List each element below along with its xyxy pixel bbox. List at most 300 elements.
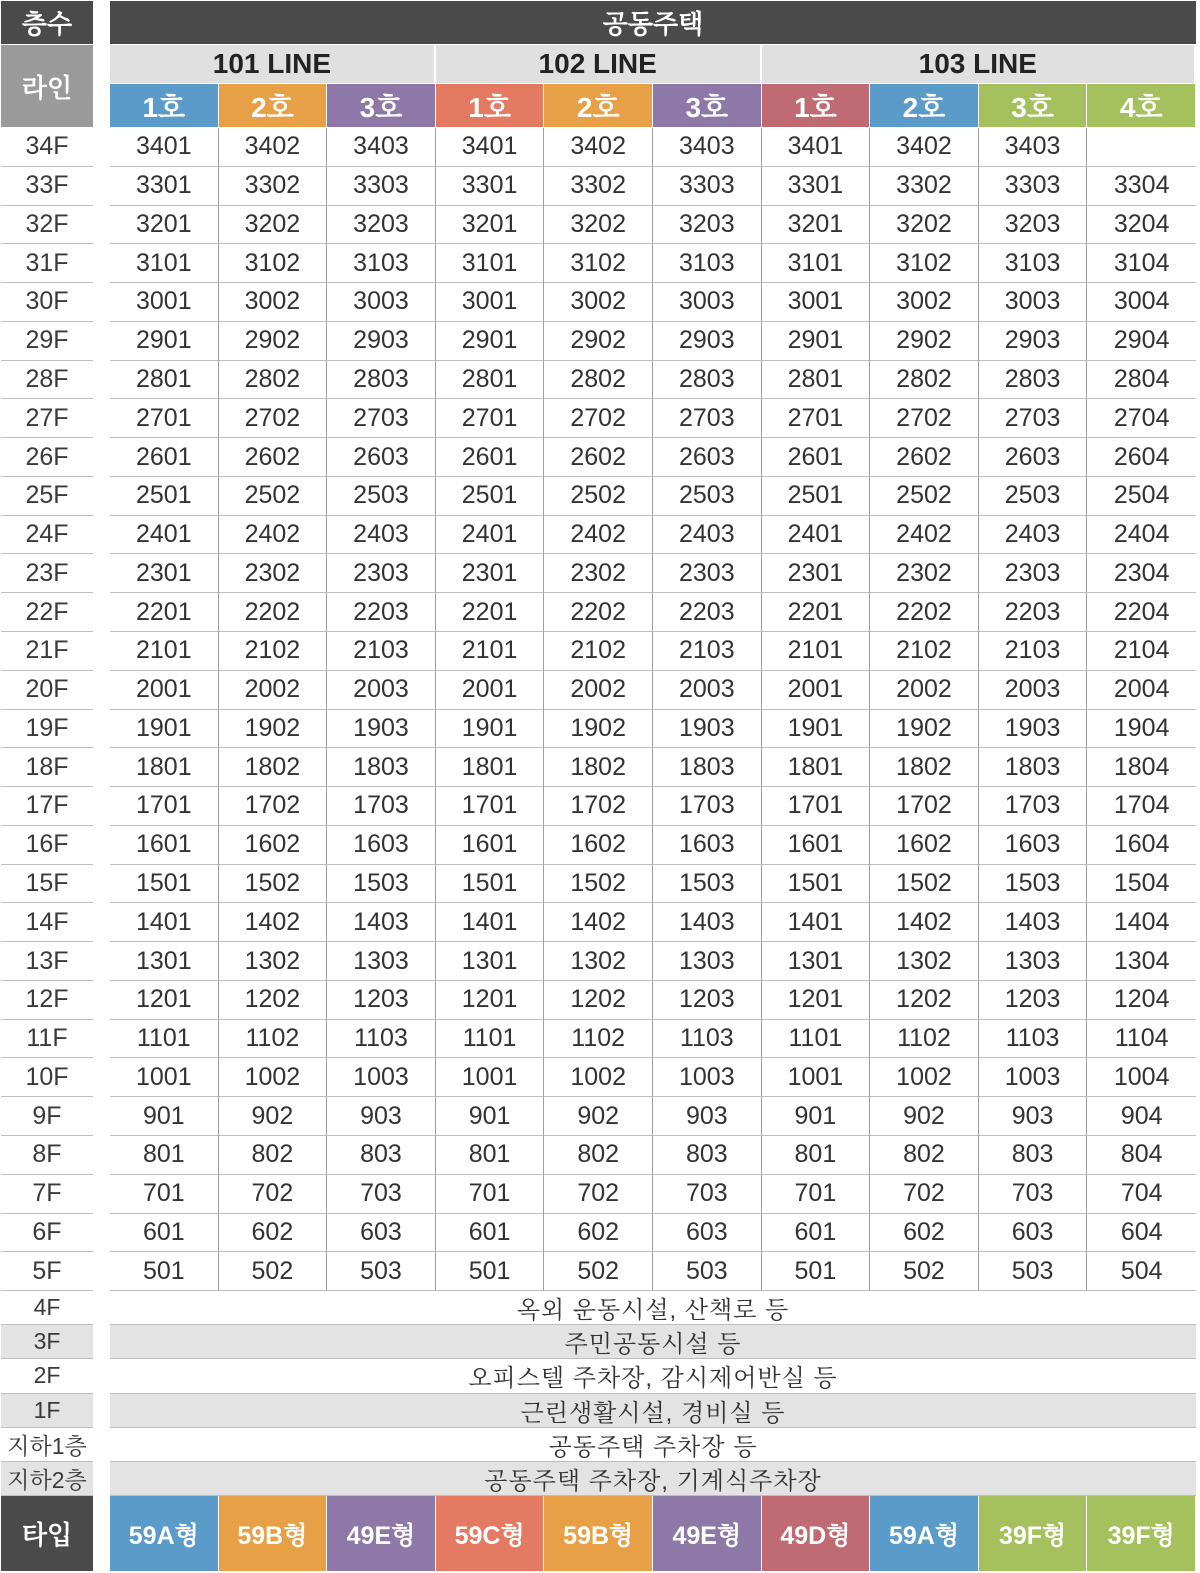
unit-number: 3304 [1087, 167, 1196, 206]
unit-number: 801 [436, 1136, 545, 1175]
unit-number: 1403 [979, 903, 1088, 942]
unit-number: 2203 [979, 593, 1088, 632]
unit-number: 1504 [1087, 865, 1196, 904]
unit-number: 1904 [1087, 710, 1196, 749]
unit-number: 3002 [544, 283, 653, 322]
unit-header: 4호 [1087, 84, 1195, 127]
floor-label: 30F [1, 283, 93, 322]
unit-number: 1701 [436, 787, 545, 826]
type-badge: 39F형 [1087, 1496, 1196, 1571]
unit-number: 1501 [762, 865, 871, 904]
unit-number: 3303 [979, 167, 1088, 206]
type-badge: 59B형 [544, 1496, 653, 1571]
unit-number: 2802 [544, 361, 653, 400]
unit-number: 1501 [110, 865, 219, 904]
unit-number: 2402 [544, 516, 653, 555]
unit-number: 2803 [979, 361, 1088, 400]
lower-floor-label: 4F [1, 1291, 93, 1325]
unit-number: 1702 [870, 787, 979, 826]
unit-number: 2603 [979, 438, 1088, 477]
unit-number: 1503 [979, 865, 1088, 904]
unit-number: 1302 [870, 942, 979, 981]
unit-number: 1003 [653, 1058, 762, 1097]
lower-floor-description: 옥외 운동시설, 산책로 등 [110, 1291, 1196, 1325]
lower-floor-description: 공동주택 주차장 등 [110, 1428, 1196, 1462]
unit-number: 2503 [653, 477, 762, 516]
unit-number: 3202 [544, 206, 653, 245]
unit-number: 602 [870, 1214, 979, 1253]
unit-number: 1402 [870, 903, 979, 942]
floor-label: 29F [1, 322, 93, 361]
lower-floor-description: 근린생활시설, 경비실 등 [110, 1394, 1196, 1428]
unit-number: 1503 [327, 865, 436, 904]
floor-label: 25F [1, 477, 93, 516]
unit-number: 2203 [653, 593, 762, 632]
unit-number: 3301 [110, 167, 219, 206]
unit-number: 2102 [870, 632, 979, 671]
unit-number: 2203 [327, 593, 436, 632]
unit-number: 502 [870, 1252, 979, 1291]
unit-number: 1503 [653, 865, 762, 904]
unit-number: 2301 [110, 554, 219, 593]
unit-number: 2801 [762, 361, 871, 400]
unit-number: 2601 [110, 438, 219, 477]
unit-number: 2401 [436, 516, 545, 555]
unit-number: 2603 [327, 438, 436, 477]
unit-number: 1202 [870, 981, 979, 1020]
unit-number: 2201 [762, 593, 871, 632]
unit-number: 2202 [870, 593, 979, 632]
unit-header: 3호 [653, 84, 761, 127]
unit-number: 504 [1087, 1252, 1196, 1291]
unit-number: 1802 [870, 748, 979, 787]
unit-number: 2401 [762, 516, 871, 555]
unit-number: 3403 [327, 128, 436, 167]
unit-number: 3303 [327, 167, 436, 206]
unit-number: 1903 [327, 710, 436, 749]
unit-number: 1704 [1087, 787, 1196, 826]
unit-number: 1802 [544, 748, 653, 787]
type-badge: 49D형 [762, 1496, 871, 1571]
unit-number: 1902 [219, 710, 328, 749]
unit-number: 2802 [870, 361, 979, 400]
unit-number: 2101 [110, 632, 219, 671]
unit-number: 703 [979, 1175, 1088, 1214]
unit-number: 2701 [110, 399, 219, 438]
unit-number: 2801 [110, 361, 219, 400]
lower-floor-description: 오피스텔 주차장, 감시제어반실 등 [110, 1359, 1196, 1393]
type-row-label: 타입 [1, 1496, 93, 1571]
unit-number: 2902 [219, 322, 328, 361]
unit-number: 1602 [544, 826, 653, 865]
unit-number: 902 [544, 1097, 653, 1136]
unit-number: 2402 [219, 516, 328, 555]
lower-floor-label: 2F [1, 1359, 93, 1393]
unit-number: 2401 [110, 516, 219, 555]
type-badge: 59C형 [436, 1496, 545, 1571]
unit-number: 2504 [1087, 477, 1196, 516]
unit-number: 2103 [979, 632, 1088, 671]
unit-number: 2303 [979, 554, 1088, 593]
unit-number: 2802 [219, 361, 328, 400]
floor-label: 7F [1, 1175, 93, 1214]
unit-number: 1204 [1087, 981, 1196, 1020]
unit-number: 2901 [762, 322, 871, 361]
unit-number: 1104 [1087, 1020, 1196, 1059]
floor-label: 20F [1, 671, 93, 710]
unit-number: 1603 [979, 826, 1088, 865]
unit-number: 903 [327, 1097, 436, 1136]
unit-header: 1호 [436, 84, 544, 127]
unit-number: 3001 [110, 283, 219, 322]
unit-number: 1203 [979, 981, 1088, 1020]
unit-number: 2001 [436, 671, 545, 710]
unit-number: 1403 [327, 903, 436, 942]
unit-number: 3102 [544, 244, 653, 283]
unit-number: 2001 [762, 671, 871, 710]
unit-number: 1702 [544, 787, 653, 826]
unit-number: 1401 [110, 903, 219, 942]
unit-number: 2703 [653, 399, 762, 438]
unit-number: 1403 [653, 903, 762, 942]
unit-number: 1102 [219, 1020, 328, 1059]
unit-header: 2호 [544, 84, 652, 127]
unit-number: 1202 [544, 981, 653, 1020]
unit-number: 802 [544, 1136, 653, 1175]
unit-number: 3402 [219, 128, 328, 167]
unit-number: 1103 [653, 1020, 762, 1059]
unit-number: 2302 [219, 554, 328, 593]
unit-number: 2903 [979, 322, 1088, 361]
floor-label: 33F [1, 167, 93, 206]
unit-number: 602 [219, 1214, 328, 1253]
floor-label: 31F [1, 244, 93, 283]
unit-number: 1002 [544, 1058, 653, 1097]
unit-number: 3201 [762, 206, 871, 245]
floor-column-header: 층수 [1, 1, 93, 44]
unit-number: 3201 [436, 206, 545, 245]
unit-number: 1202 [219, 981, 328, 1020]
unit-number: 2704 [1087, 399, 1196, 438]
unit-number: 2302 [544, 554, 653, 593]
unit-number: 2603 [653, 438, 762, 477]
unit-number: 501 [762, 1252, 871, 1291]
unit-number: 3102 [219, 244, 328, 283]
unit-number: 2602 [870, 438, 979, 477]
unit-number: 2201 [436, 593, 545, 632]
unit-number: 901 [436, 1097, 545, 1136]
unit-number: 2701 [436, 399, 545, 438]
unit-number: 2902 [544, 322, 653, 361]
unit-number: 2601 [762, 438, 871, 477]
unit-number [1087, 128, 1196, 167]
unit-number: 502 [219, 1252, 328, 1291]
unit-number: 1303 [327, 942, 436, 981]
unit-number: 901 [110, 1097, 219, 1136]
floor-label: 10F [1, 1058, 93, 1097]
unit-number: 1101 [762, 1020, 871, 1059]
unit-number: 1102 [870, 1020, 979, 1059]
unit-number: 901 [762, 1097, 871, 1136]
unit-number: 3403 [653, 128, 762, 167]
unit-number: 1901 [762, 710, 871, 749]
lower-floor-description: 공동주택 주차장, 기계식주차장 [110, 1462, 1196, 1496]
unit-number: 3403 [979, 128, 1088, 167]
unit-number: 3103 [327, 244, 436, 283]
unit-number: 701 [762, 1175, 871, 1214]
unit-number: 1402 [219, 903, 328, 942]
unit-number: 3301 [762, 167, 871, 206]
unit-number: 1301 [436, 942, 545, 981]
floor-label: 11F [1, 1020, 93, 1059]
unit-header: 1호 [762, 84, 870, 127]
floor-label: 17F [1, 787, 93, 826]
floor-label: 14F [1, 903, 93, 942]
lower-floor-label: 지하1층 [1, 1428, 93, 1462]
unit-number: 702 [870, 1175, 979, 1214]
unit-number: 601 [762, 1214, 871, 1253]
unit-number: 703 [327, 1175, 436, 1214]
unit-number: 501 [110, 1252, 219, 1291]
unit-number: 1701 [110, 787, 219, 826]
unit-number: 2403 [979, 516, 1088, 555]
unit-number: 904 [1087, 1097, 1196, 1136]
unit-number: 701 [110, 1175, 219, 1214]
unit-number: 2602 [219, 438, 328, 477]
unit-number: 1404 [1087, 903, 1196, 942]
unit-number: 1001 [110, 1058, 219, 1097]
unit-number: 1304 [1087, 942, 1196, 981]
unit-number: 503 [979, 1252, 1088, 1291]
lower-floor-label: 지하2층 [1, 1462, 93, 1496]
unit-number: 702 [219, 1175, 328, 1214]
unit-number: 1401 [436, 903, 545, 942]
unit-number: 701 [436, 1175, 545, 1214]
unit-number: 2001 [110, 671, 219, 710]
floor-label: 23F [1, 554, 93, 593]
unit-number: 3203 [653, 206, 762, 245]
lower-floor-label: 3F [1, 1325, 93, 1359]
unit-number: 2501 [762, 477, 871, 516]
unit-number: 1903 [653, 710, 762, 749]
unit-number: 903 [979, 1097, 1088, 1136]
floor-label: 22F [1, 593, 93, 632]
unit-number: 2601 [436, 438, 545, 477]
unit-number: 3402 [870, 128, 979, 167]
unit-number: 2803 [327, 361, 436, 400]
unit-number: 2101 [436, 632, 545, 671]
unit-number: 3202 [870, 206, 979, 245]
unit-number: 2204 [1087, 593, 1196, 632]
unit-number: 1203 [327, 981, 436, 1020]
unit-number: 1003 [979, 1058, 1088, 1097]
unit-number: 3401 [762, 128, 871, 167]
unit-number: 1602 [870, 826, 979, 865]
unit-number: 1201 [110, 981, 219, 1020]
unit-number: 1804 [1087, 748, 1196, 787]
unit-number: 2604 [1087, 438, 1196, 477]
unit-number: 1502 [219, 865, 328, 904]
unit-number: 2503 [327, 477, 436, 516]
unit-number: 3203 [979, 206, 1088, 245]
unit-number: 2803 [653, 361, 762, 400]
unit-number: 902 [870, 1097, 979, 1136]
unit-number: 804 [1087, 1136, 1196, 1175]
unit-number: 1501 [436, 865, 545, 904]
unit-number: 3204 [1087, 206, 1196, 245]
unit-number: 2902 [870, 322, 979, 361]
floor-label: 13F [1, 942, 93, 981]
unit-number: 1803 [979, 748, 1088, 787]
floor-label: 24F [1, 516, 93, 555]
unit-number: 3003 [327, 283, 436, 322]
unit-number: 1401 [762, 903, 871, 942]
unit-number: 1603 [653, 826, 762, 865]
unit-number: 2301 [762, 554, 871, 593]
floor-label: 16F [1, 826, 93, 865]
unit-number: 3402 [544, 128, 653, 167]
unit-number: 2302 [870, 554, 979, 593]
unit-number: 2502 [870, 477, 979, 516]
unit-number: 2901 [436, 322, 545, 361]
unit-number: 2102 [544, 632, 653, 671]
unit-number: 2002 [219, 671, 328, 710]
floor-label: 18F [1, 748, 93, 787]
unit-number: 1303 [653, 942, 762, 981]
floor-label: 15F [1, 865, 93, 904]
unit-number: 3401 [110, 128, 219, 167]
unit-number: 1601 [762, 826, 871, 865]
unit-number: 1302 [219, 942, 328, 981]
unit-number: 1703 [327, 787, 436, 826]
unit-number: 1901 [110, 710, 219, 749]
unit-number: 3102 [870, 244, 979, 283]
line-header-3: 103 LINE [762, 45, 1194, 83]
unit-number: 3001 [762, 283, 871, 322]
unit-number: 1101 [110, 1020, 219, 1059]
unit-number: 1803 [327, 748, 436, 787]
unit-number: 1601 [110, 826, 219, 865]
unit-number: 2404 [1087, 516, 1196, 555]
type-badge: 39F형 [979, 1496, 1088, 1571]
unit-number: 1603 [327, 826, 436, 865]
unit-number: 802 [219, 1136, 328, 1175]
unit-number: 2303 [653, 554, 762, 593]
unit-number: 801 [110, 1136, 219, 1175]
floor-label: 5F [1, 1252, 93, 1291]
unit-number: 2901 [110, 322, 219, 361]
unit-number: 1502 [870, 865, 979, 904]
unit-number: 2702 [544, 399, 653, 438]
lower-floor-label: 1F [1, 1394, 93, 1428]
unit-number: 2502 [219, 477, 328, 516]
unit-number: 3201 [110, 206, 219, 245]
unit-number: 1103 [979, 1020, 1088, 1059]
unit-number: 503 [327, 1252, 436, 1291]
unit-header: 1호 [110, 84, 218, 127]
unit-number: 703 [653, 1175, 762, 1214]
unit-number: 2903 [327, 322, 436, 361]
unit-number: 1303 [979, 942, 1088, 981]
unit-number: 601 [436, 1214, 545, 1253]
unit-number: 2103 [653, 632, 762, 671]
unit-number: 3101 [762, 244, 871, 283]
unit-number: 1001 [436, 1058, 545, 1097]
type-badge: 59B형 [219, 1496, 328, 1571]
unit-number: 801 [762, 1136, 871, 1175]
unit-number: 2003 [327, 671, 436, 710]
unit-header: 2호 [219, 84, 327, 127]
unit-number: 2003 [653, 671, 762, 710]
unit-number: 1002 [870, 1058, 979, 1097]
unit-number: 802 [870, 1136, 979, 1175]
unit-number: 604 [1087, 1214, 1196, 1253]
floor-label: 9F [1, 1097, 93, 1136]
unit-number: 2101 [762, 632, 871, 671]
unit-number: 2103 [327, 632, 436, 671]
unit-number: 1301 [762, 942, 871, 981]
unit-number: 2102 [219, 632, 328, 671]
unit-number: 1301 [110, 942, 219, 981]
unit-number: 702 [544, 1175, 653, 1214]
unit-number: 2602 [544, 438, 653, 477]
unit-number: 1004 [1087, 1058, 1196, 1097]
unit-number: 1502 [544, 865, 653, 904]
unit-number: 1801 [436, 748, 545, 787]
unit-number: 2501 [436, 477, 545, 516]
unit-number: 2503 [979, 477, 1088, 516]
line-header-2: 102 LINE [436, 45, 760, 83]
unit-number: 803 [327, 1136, 436, 1175]
unit-number: 2501 [110, 477, 219, 516]
lower-floor-description: 주민공동시설 등 [110, 1325, 1196, 1359]
floor-label: 27F [1, 399, 93, 438]
unit-number: 2301 [436, 554, 545, 593]
unit-number: 3103 [653, 244, 762, 283]
unit-number: 2202 [219, 593, 328, 632]
unit-number: 1903 [979, 710, 1088, 749]
unit-number: 3202 [219, 206, 328, 245]
floor-label: 34F [1, 128, 93, 167]
unit-number: 1103 [327, 1020, 436, 1059]
unit-number: 3002 [219, 283, 328, 322]
type-badge: 49E형 [653, 1496, 762, 1571]
unit-number: 1801 [762, 748, 871, 787]
unit-number: 3101 [436, 244, 545, 283]
unit-number: 1002 [219, 1058, 328, 1097]
unit-number: 1101 [436, 1020, 545, 1059]
unit-number: 2903 [653, 322, 762, 361]
unit-number: 2702 [219, 399, 328, 438]
building-title: 공동주택 [110, 1, 1196, 44]
unit-number: 603 [327, 1214, 436, 1253]
unit-number: 502 [544, 1252, 653, 1291]
unit-number: 3002 [870, 283, 979, 322]
unit-header: 3호 [327, 84, 435, 127]
unit-number: 603 [979, 1214, 1088, 1253]
unit-number: 3203 [327, 206, 436, 245]
unit-number: 3302 [544, 167, 653, 206]
unit-number: 1203 [653, 981, 762, 1020]
unit-number: 2904 [1087, 322, 1196, 361]
unit-header: 3호 [979, 84, 1087, 127]
type-badge: 49E형 [327, 1496, 436, 1571]
unit-number: 3302 [219, 167, 328, 206]
unit-number: 2502 [544, 477, 653, 516]
unit-number: 1003 [327, 1058, 436, 1097]
floor-label: 8F [1, 1136, 93, 1175]
unit-number: 1601 [436, 826, 545, 865]
